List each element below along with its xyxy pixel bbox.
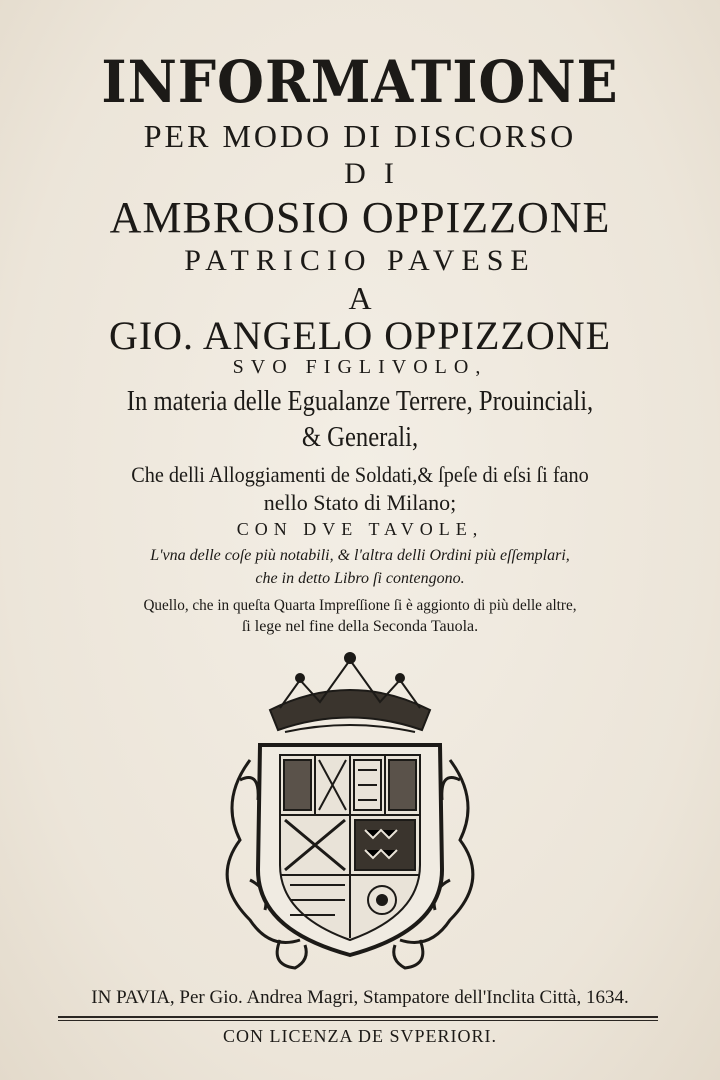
note-line-1: Quello, che in queſta Quarta Impreſſione ſi è aggionto di più delle altre, xyxy=(143,597,577,614)
subject-line-4: nello Stato di Milano; xyxy=(263,490,457,515)
note-line-2: ſi lege nel fine della Seconda Tauola. xyxy=(241,618,479,635)
preposition-di: DI xyxy=(344,157,412,190)
recipient-description: SVO FIGLIVOLO, xyxy=(232,356,488,378)
imprint-rule-thin xyxy=(58,1020,658,1021)
crown-icon xyxy=(270,653,430,732)
tables-line-1: L'vna delle coſe più notabili, & l'altra delli Ordini più eſſemplari, xyxy=(150,547,570,564)
tables-line-2: che in detto Libro ſi contengono. xyxy=(255,570,465,587)
author-description: PATRICIO PAVESE xyxy=(184,244,536,277)
imprint-rule xyxy=(58,1016,658,1018)
author-name: AMBROSIO OPPIZZONE xyxy=(109,193,611,242)
subject-line-2: & Generali, xyxy=(301,422,419,453)
license-line: CON LICENZA DE SVPERIORI. xyxy=(222,1026,497,1046)
subject-line-3: Che delli Alloggiamenti de Soldati,& ſpeſe di eſsi ſi fano xyxy=(131,462,589,487)
coat-of-arms-emblem xyxy=(210,650,490,970)
subtitle: PER MODO DI DISCORSO xyxy=(143,118,577,154)
shield-icon xyxy=(280,755,420,940)
preposition-a: A xyxy=(348,280,372,316)
book-title: INFORMATIONE xyxy=(101,48,619,116)
tables-heading: CON DVE TAVOLE, xyxy=(236,519,484,539)
imprint-line: IN PAVIA, Per Gio. Andrea Magri, Stampatore dell'Inclita Città, 1634. xyxy=(91,987,629,1008)
recipient-name: GIO. ANGELO OPPIZZONE xyxy=(108,313,612,358)
subject-line-1: In materia delle Egualanze Terrere, Prouinciali, xyxy=(126,386,594,417)
